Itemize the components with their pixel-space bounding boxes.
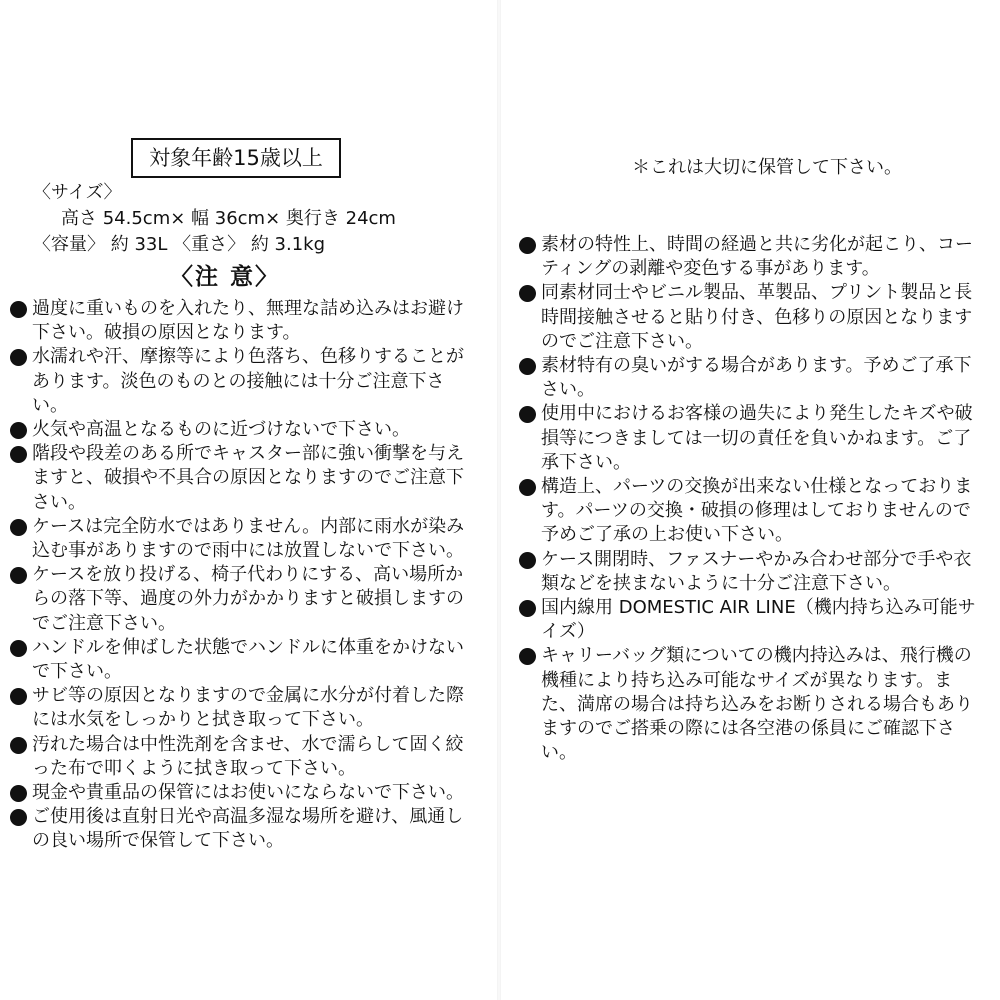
spec-block (33, 180, 396, 258)
bullet-dot (10, 446, 27, 463)
caution-item (519, 281, 981, 354)
caution-item-text: 現金や貴重品の保管にはお使いにならないで下さい。 (32, 782, 464, 804)
bullet-dot (10, 422, 27, 439)
caution-item (10, 442, 480, 515)
caution-item-text: 使用中におけるお客様の過失により発生したキズや破損等につきましては一切の責任を負いかねます。ご了承下さい。 (541, 403, 973, 473)
bullet-dot (10, 301, 27, 318)
right-caution-list (519, 233, 981, 765)
caution-item-text: 汚れた場合は中性洗剤を含ませ、水で濡らして固く絞った布で叩くように拭き取って下さい。 (32, 733, 464, 779)
caution-item (10, 733, 480, 781)
caution-item (519, 354, 981, 402)
caution-item-text: 過度に重いものを入れたり、無理な詰め込みはお避け下さい。破損の原因となります。 (32, 298, 464, 344)
left-caution-list (10, 297, 480, 854)
bullet-dot (10, 809, 27, 826)
caution-item (10, 345, 480, 418)
caution-item-text: 素材の特性上、時間の経過と共に劣化が起こり、コーティングの剥離や変色する事があります。 (541, 234, 973, 280)
caution-item-text: 火気や高温となるものに近づけないで下さい。 (32, 419, 410, 441)
caution-item (10, 563, 480, 636)
bullet-dot (519, 358, 536, 375)
caution-item-text: サビ等の原因となりますので金属に水分が付着した際には水気をしっかりと拭き取って下さい。 (32, 685, 464, 731)
caution-item (519, 644, 981, 765)
bullet-dot (519, 406, 536, 423)
caution-item (519, 402, 981, 475)
caution-item-text: 階段や段差のある所でキャスター部に強い衝撃を与えますと、破損や不具合の原因となりますのでご注意下さい。 (32, 443, 464, 513)
bullet-dot (10, 567, 27, 584)
caution-item (519, 233, 981, 281)
caution-item (519, 596, 981, 644)
bullet-dot (10, 688, 27, 705)
capacity-weight-text: 〈容量〉 約 33L 〈重さ〉 約 3.1kg (33, 234, 326, 255)
bullet-dot (519, 285, 536, 302)
bullet-dot (10, 519, 27, 536)
column-divider (497, 0, 501, 1000)
caution-heading: 〈注 意〉 (170, 264, 281, 290)
caution-item (10, 515, 480, 563)
size-heading: 〈サイズ〉 (33, 182, 122, 203)
dimensions-text: 高さ 54.5cm× 幅 36cm× 奥行き 24cm (61, 208, 396, 229)
caution-item-text: ハンドルを伸ばした状態でハンドルに体重をかけないで下さい。 (32, 636, 464, 683)
bullet-dot (10, 737, 27, 754)
bullet-dot (10, 785, 27, 802)
caution-item-text: ご使用後は直射日光や高温多湿な場所を避け、風通しの良い場所で保管して下さい。 (32, 806, 464, 852)
bullet-dot (519, 237, 536, 254)
caution-item (10, 805, 480, 853)
caution-item-text: ケース開閉時、ファスナーやかみ合わせ部分で手や衣類などを挟まないように十分ご注意下さい。 (541, 548, 972, 594)
bullet-dot (10, 640, 27, 657)
keep-note: ＊これは大切に保管して下さい。 (632, 157, 902, 178)
caution-item-text: 水濡れや汗、摩擦等により色落ち、色移りすることがあります。淡色のものとの接触には十分ご注意下さい。 (32, 346, 464, 416)
caution-item-text: 素材特有の臭いがする場合があります。予めご了承下さい。 (541, 355, 972, 401)
bullet-dot (519, 552, 536, 569)
caution-item-text: 構造上、パーツの交換が出来ない仕様となっております。パーツの交換・破損の修理はしておりませんので予めご了承の上お使い下さい。 (541, 476, 973, 546)
caution-item-text: 同素材同士やビニル製品、革製品、プリント製品と長時間接触させると貼り付き、色移りの原因となりますのでご注意下さい。 (541, 282, 973, 352)
caution-item-text: 国内線用 DOMESTIC AIR LINE（機内持ち込み可能サイズ） (541, 597, 976, 643)
age-label-box: 対象年齢15歳以上 (131, 138, 341, 178)
caution-item (10, 418, 480, 442)
caution-item (519, 548, 981, 596)
caution-item-text: キャリーバッグ類についての機内持込みは、飛行機の機種により持ち込み可能なサイズが異なります。また、満席の場合は持ち込みをお断りされる場合もありますのでご搭乗の際には各空港の係員にご確認下さい。 (541, 645, 973, 764)
caution-item (10, 636, 480, 684)
caution-item (10, 684, 480, 732)
caution-item (10, 297, 480, 345)
bullet-dot (10, 349, 27, 366)
caution-item (10, 781, 480, 805)
caution-item-text: ケースを放り投げる、椅子代わりにする、高い場所からの落下等、過度の外力がかかりますと破損しますのでご注意下さい。 (32, 564, 464, 634)
bullet-dot (519, 479, 536, 496)
bullet-dot (519, 648, 536, 665)
caution-item-text: ケースは完全防水ではありません。内部に雨水が染み込む事がありますので雨中には放置しないで下さい。 (32, 515, 465, 562)
caution-item (519, 475, 981, 548)
bullet-dot (519, 600, 536, 617)
